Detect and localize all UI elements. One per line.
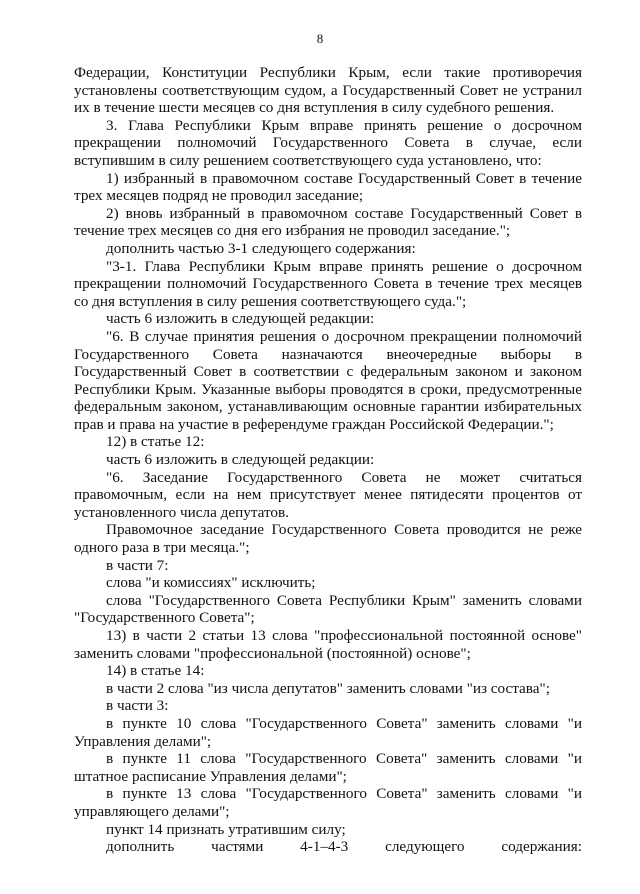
paragraph: в пункте 11 слова "Государственного Совета" заменить словами "и штатное расписание Управления делами";	[74, 750, 582, 785]
paragraph: слова "Государственного Совета Республики Крым" заменить словами "Государственного Совета";	[74, 591, 582, 627]
paragraph: Правомочное заседание Государственного Совета проводится не реже одного раза в три месяца.";	[74, 521, 582, 557]
paragraph: часть 6 изложить в следующей редакции:	[106, 310, 375, 328]
paragraph: 14) в статье 14:	[106, 662, 205, 680]
paragraph: "6. Заседание Государственного Совета не может считаться правомочным, если на нем присутствует менее пятидесяти процентов от установленного числа депутатов.	[74, 468, 582, 521]
paragraph: дополнить частью 3-1 следующего содержания:	[106, 239, 416, 257]
paragraph: 3. Глава Республики Крым вправе принять решение о досрочном прекращении полномочий Государственного Совета в случае, если вступившим в силу решением соответствующего суда установлено, что:	[74, 116, 582, 169]
paragraph: в части 7:	[106, 556, 169, 574]
paragraph: пункт 14 признать утратившим силу;	[106, 820, 346, 838]
paragraph: слова "и комиссиях" исключить;	[106, 574, 316, 592]
paragraph: "3-1. Глава Республики Крым вправе принять решение о досрочном прекращении полномочий Государственного Совета в течение трех месяцев со дня вступления в силу решения соответствующего суда.";	[74, 257, 582, 310]
paragraph: в пункте 10 слова "Государственного Совета" заменить словами "и Управления делами";	[74, 714, 582, 750]
document-body	[74, 64, 582, 856]
paragraph: 1) избранный в правомочном составе Государственный Совет в течение трех месяцев подряд не проводил заседание;	[74, 169, 582, 205]
paragraph: "6. В случае принятия решения о досрочном прекращении полномочий Государственного Совета назначаются внеочередные выборы в Государственный Совет в соответствии с федеральным законом и законом Республики Крым. Указанные выборы проводятся в сроки, предусмотренные федеральным законом, устанавливающим основные гарантии избирательных прав и права на участие в референдуме граждан Российской Федерации.";	[74, 327, 582, 433]
paragraph: в пункте 13 слова "Государственного Совета" заменить словами "и управляющего делами";	[74, 785, 582, 820]
paragraph: в части 3:	[106, 697, 169, 715]
paragraph: в части 2 слова "из числа депутатов" заменить словами "из состава";	[106, 679, 550, 697]
paragraph: 12) в статье 12:	[106, 433, 205, 451]
paragraph: Федерации, Конституции Республики Крым, если такие противоречия установлены соответствующим судом, а Государственный Совет не устранил их в течение шести месяцев со дня вступления в силу судебного решения.	[74, 64, 582, 117]
paragraph: 2) вновь избранный в правомочном составе Государственный Совет в течение трех месяцев со дня его избрания не проводил заседание.";	[74, 204, 582, 240]
paragraph: дополнить частями 4-1–4-3 следующего содержания:	[106, 838, 582, 856]
paragraph: часть 6 изложить в следующей редакции:	[106, 451, 375, 469]
paragraph: 13) в части 2 статьи 13 слова "профессиональной постоянной основе" заменить словами "профессиональной (постоянной) основе";	[74, 627, 582, 662]
page-number: 8	[316, 31, 324, 46]
